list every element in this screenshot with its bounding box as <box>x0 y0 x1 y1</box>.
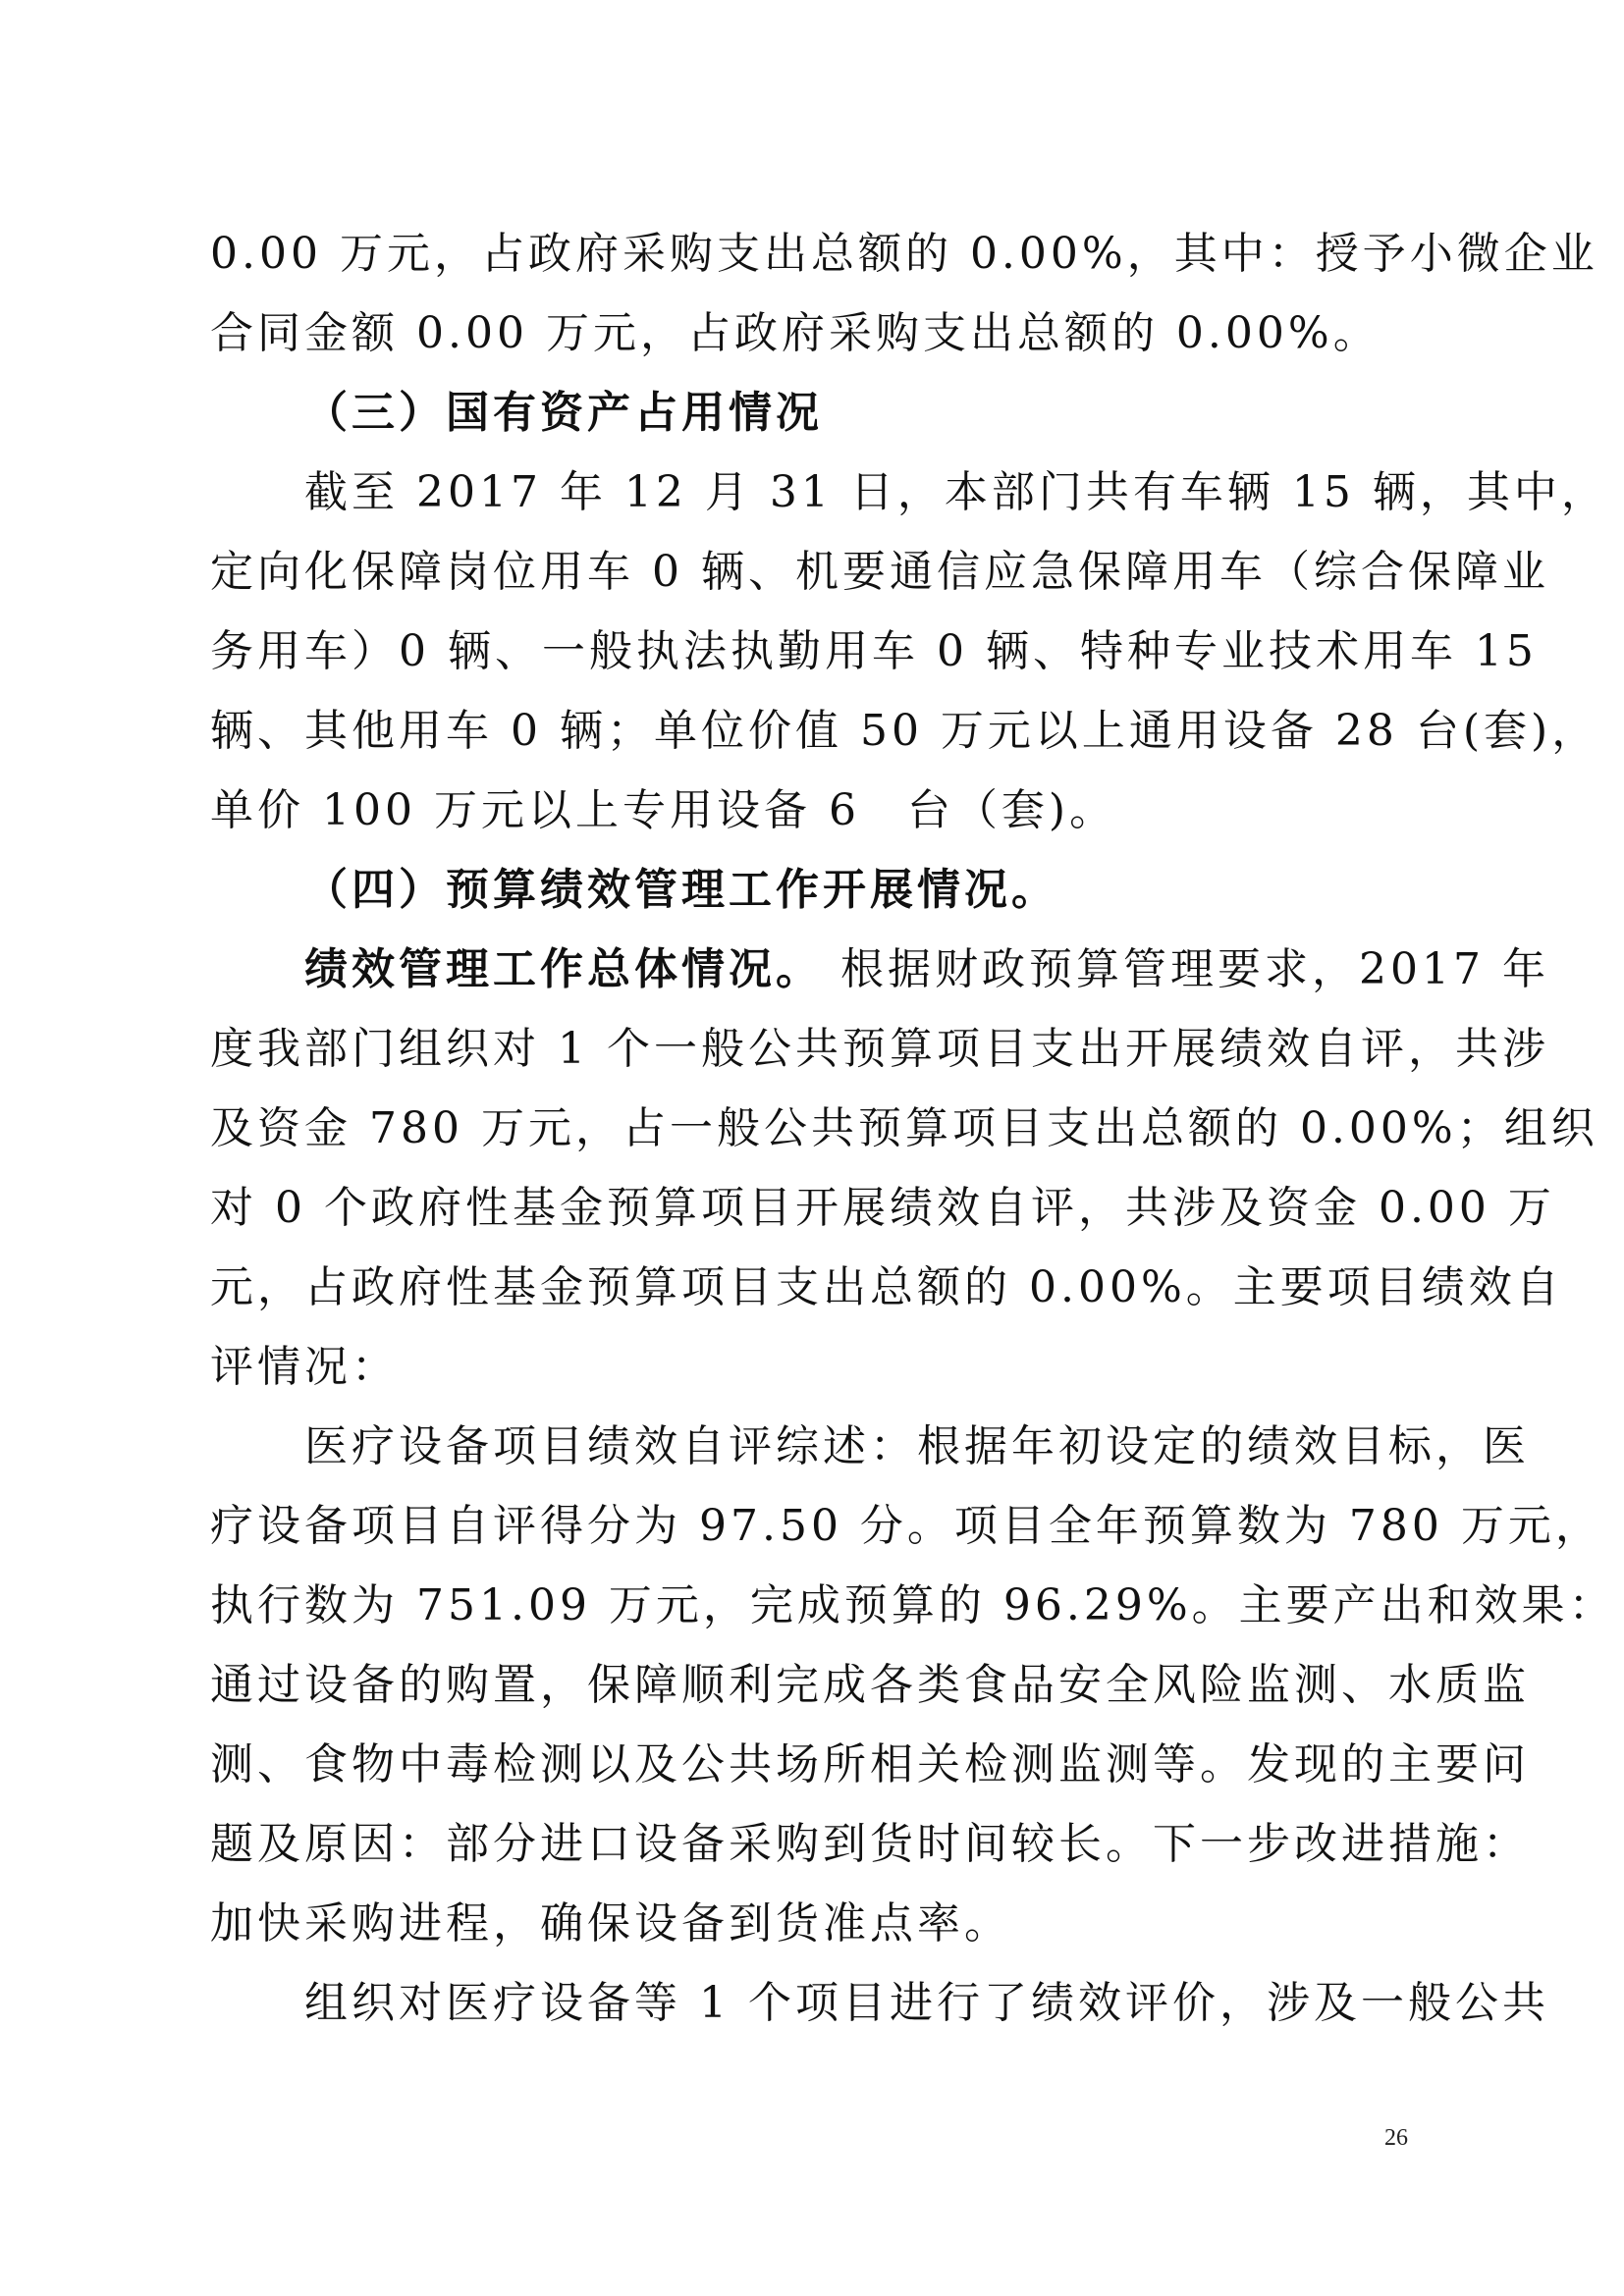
lead-label: 绩效管理工作总体情况。 <box>304 944 823 994</box>
paragraph-line: 测、食物中毒检测以及公共场所相关检测监测等。发现的主要问 <box>210 1739 1530 1789</box>
paragraph-line: 合同金额 0.00 万元，占政府采购支出总额的 0.00%。 <box>210 308 1380 358</box>
paragraph-line: 元，占政府性基金预算项目支出总额的 0.00%。主要项目绩效自 <box>210 1262 1563 1312</box>
paragraph-line: 评情况： <box>210 1342 399 1392</box>
paragraph-line: 定向化保障岗位用车 0 辆、机要通信应急保障用车（综合保障业 <box>210 547 1549 597</box>
paragraph-line: 0.00 万元，占政府采购支出总额的 0.00%，其中：授予小微企业 <box>210 229 1598 279</box>
paragraph-line: 对 0 个政府性基金预算项目开展绩效自评，共涉及资金 0.00 万 <box>210 1183 1555 1233</box>
paragraph-line: 加快采购进程，确保设备到货准点率。 <box>210 1898 1011 1949</box>
paragraph-line: 疗设备项目自评得分为 97.50 分。项目全年预算数为 780 万元， <box>210 1501 1602 1551</box>
page-number: 26 <box>1384 2125 1408 2151</box>
paragraph-line: 务用车）0 辆、一般执法执勤用车 0 辆、特种专业技术用车 15 <box>210 626 1538 676</box>
paragraph-line: 辆、其他用车 0 辆；单位价值 50 万元以上通用设备 28 台(套)， <box>210 706 1599 756</box>
paragraph-line: 通过设备的购置，保障顺利完成各类食品安全风险监测、水质监 <box>210 1660 1530 1710</box>
paragraph-line: 截至 2017 年 12 月 31 日，本部门共有车辆 15 辆，其中， <box>304 467 1608 517</box>
section-heading-assets: （三）国有资产占用情况 <box>304 388 823 438</box>
paragraph-line-with-lead <box>210 930 1549 1009</box>
paragraph-line: 执行数为 751.09 万元，完成预算的 96.29%。主要产出和效果： <box>210 1580 1616 1630</box>
document-body <box>210 214 1616 2043</box>
paragraph-line: 组织对医疗设备等 1 个项目进行了绩效评价，涉及一般公共 <box>304 1978 1549 2028</box>
paragraph-line: 度我部门组织对 1 个一般公共预算项目支出开展绩效自评，共涉 <box>210 1024 1549 1074</box>
lead-paragraph-text: 根据财政预算管理要求，2017 年 <box>840 944 1549 994</box>
paragraph-line: 题及原因：部分进口设备采购到货时间较长。下一步改进措施： <box>210 1819 1530 1869</box>
section-heading-performance: （四）预算绩效管理工作开展情况。 <box>304 865 1058 915</box>
paragraph-line: 医疗设备项目绩效自评综述：根据年初设定的绩效目标，医 <box>304 1421 1530 1471</box>
paragraph-line: 及资金 780 万元，占一般公共预算项目支出总额的 0.00%；组织 <box>210 1103 1598 1153</box>
paragraph-line: 单价 100 万元以上专用设备 6 台（套)。 <box>210 785 1117 835</box>
